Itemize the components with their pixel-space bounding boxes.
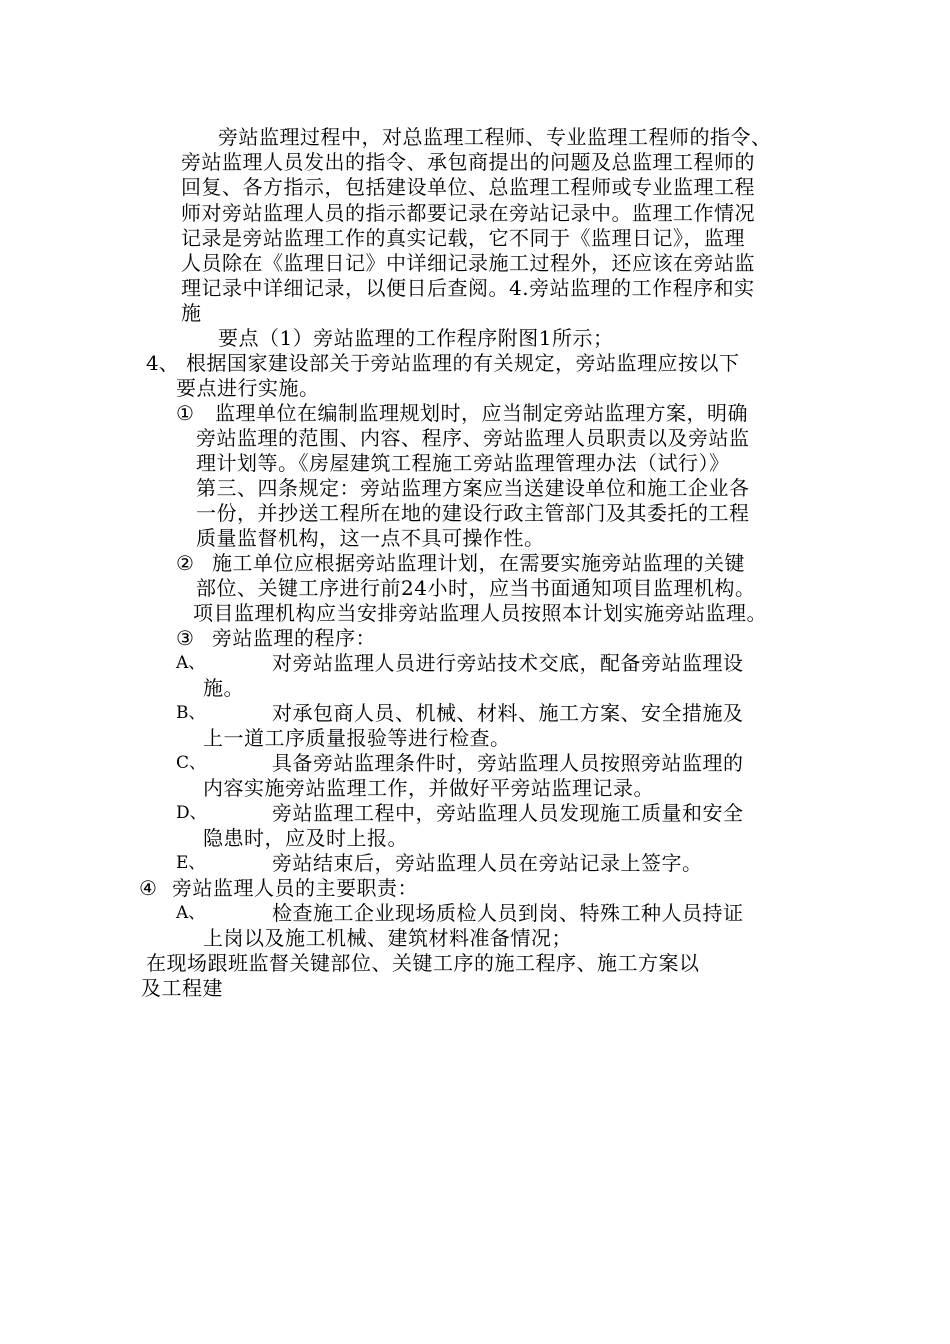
intro-line: 旁站监理过程中，对总监理工程师、专业监理工程师的指令、 (218, 125, 772, 149)
intro-line: 旁站监理人员发出的指令、承包商提出的问题及总监理工程师的 (181, 150, 755, 174)
item-3-title: 旁站监理的程序： (212, 626, 376, 650)
step-marker: A、 (176, 653, 206, 673)
item-1-line: 理计划等。《房屋建筑工程施工旁站监理管理办法（试行）》 (196, 451, 730, 475)
item-1-line: 监理单位在编制监理规划时，应当制定旁站监理方案，明确 (215, 401, 748, 425)
intro-line: 师对旁站监理人员的指示都要记录在旁站记录中。监理工作情况 (181, 201, 755, 225)
step-line: 上一道工序质量报验等进行检查。 (203, 726, 511, 750)
step-marker: A、 (176, 903, 206, 923)
tail-line: 及工程建 (141, 976, 223, 1000)
step-marker: E、 (176, 853, 206, 873)
step-line: 旁站结束后，旁站监理人员在旁站记录上签字。 (272, 851, 703, 875)
step-line: 对旁站监理人员进行旁站技术交底，配备旁站监理设 (272, 651, 744, 675)
item-4-marker: ④ (139, 876, 157, 900)
step-line: 具备旁站监理条件时，旁站监理人员按照旁站监理的 (272, 751, 744, 775)
step-line: 检查施工企业现场质检人员到岗、特殊工种人员持证 (272, 901, 744, 925)
step-marker: C、 (176, 753, 207, 773)
section-4-line: 根据国家建设部关于旁站监理的有关规定，旁站监理应按以下 (186, 351, 740, 375)
item-1-marker: ① (176, 401, 194, 425)
item-4-title: 旁站监理人员的主要职责： (172, 876, 418, 900)
item-2-line: 施工单位应根据旁站监理计划，在需要实施旁站监理的关键 (212, 551, 745, 575)
step-line: 隐患时，应及时上报。 (203, 826, 408, 850)
step-marker: B、 (176, 703, 206, 723)
intro-line: 记录是旁站监理工作的真实记载，它不同于《监理日记》，监理 (181, 226, 745, 250)
intro-line: 人员除在《监理日记》中详细记录施工过程外，还应该在旁站监 (181, 251, 755, 275)
item-2-line: 部位、关键工序进行前24小时，应当书面通知项目监理机构。 (196, 576, 756, 600)
item-1-line: 质量监督机构，这一点不具可操作性。 (196, 526, 545, 550)
step-line: 施。 (203, 676, 244, 700)
step-line: 内容实施旁站监理工作，并做好平旁站监理记录。 (203, 776, 654, 800)
item-1-line: 一份，并抄送工程所在地的建设行政主管部门及其委托的工程 (196, 501, 750, 525)
intro-line: 理记录中详细记录，以便日后查阅。4.旁站监理的工作程序和实 (181, 276, 755, 300)
section-4-marker: 4、 (146, 351, 179, 375)
item-3-marker: ③ (176, 626, 194, 650)
item-1-line: 第三、四条规定：旁站监理方案应当送建设单位和施工企业各 (196, 476, 750, 500)
tail-line: 在现场跟班监督关键部位、关键工序的施工程序、施工方案以 (146, 951, 700, 975)
intro-line: 要点（1）旁站监理的工作程序附图1所示； (218, 326, 614, 350)
step-line: 对承包商人员、机械、材料、施工方案、安全措施及 (272, 701, 744, 725)
item-2-line: 项目监理机构应当安排旁站监理人员按照本计划实施旁站监理。 (193, 601, 767, 625)
item-2-marker: ② (176, 551, 194, 575)
intro-line: 施 (181, 301, 202, 325)
intro-line: 回复、各方指示，包括建设单位、总监理工程师或专业监理工程 (181, 175, 755, 199)
step-line: 旁站监理工程中，旁站监理人员发现施工质量和安全 (272, 801, 744, 825)
item-1-line: 旁站监理的范围、内容、程序、旁站监理人员职责以及旁站监 (196, 426, 750, 450)
step-line: 上岗以及施工机械、建筑材料准备情况； (203, 926, 572, 950)
section-4-line: 要点进行实施。 (176, 376, 320, 400)
step-marker: D、 (176, 803, 207, 823)
